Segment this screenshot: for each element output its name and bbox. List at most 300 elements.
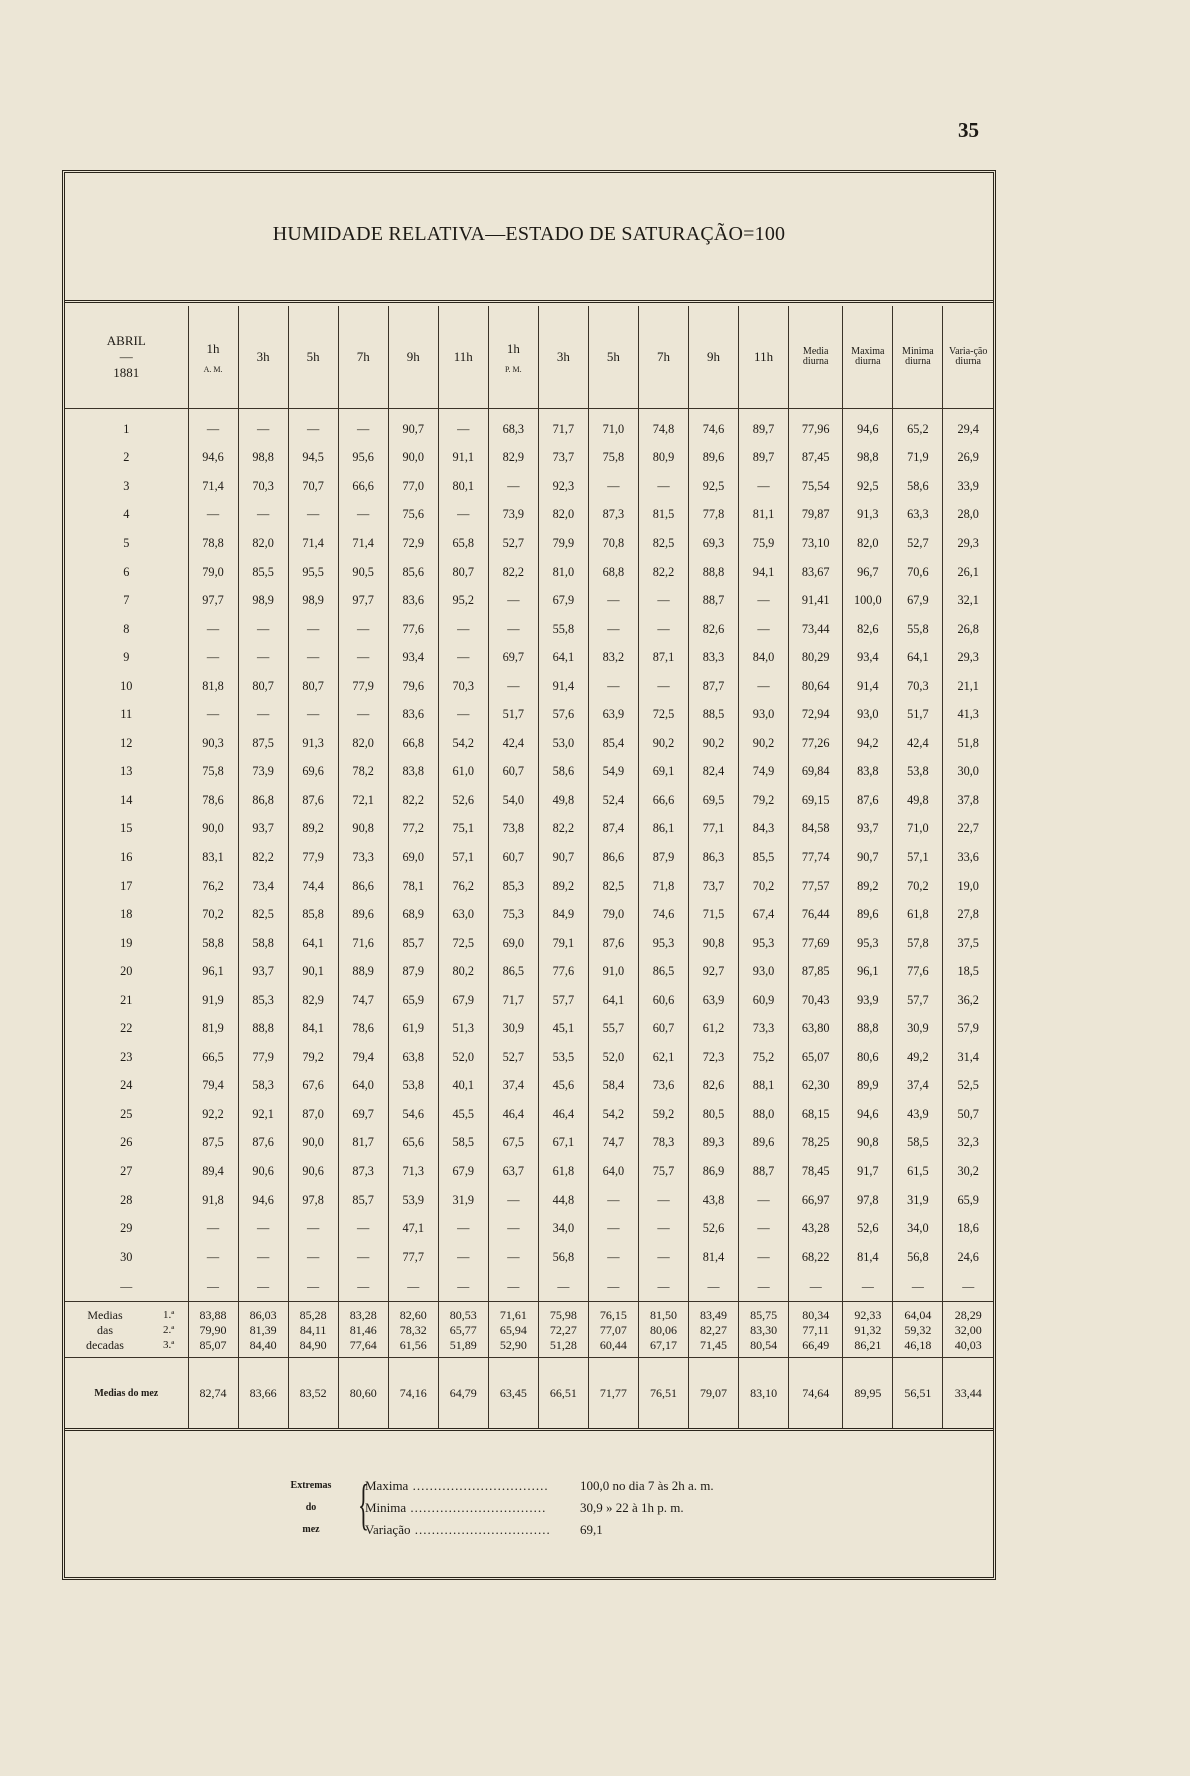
value-cell: 69,1 (638, 758, 688, 787)
value-cell: 84,1 (288, 1014, 338, 1043)
dash-row (65, 1271, 993, 1302)
decade-row (65, 1323, 993, 1338)
value-cell: 95,2 (438, 586, 488, 615)
value-cell: 60,6 (638, 986, 688, 1015)
value-cell: 53,5 (538, 1043, 588, 1072)
value-cell: 89,2 (843, 872, 893, 901)
value-cell: 79,9 (538, 529, 588, 558)
dash-cell: — (843, 1271, 893, 1302)
value-cell: 89,2 (288, 815, 338, 844)
value-cell: 88,5 (689, 700, 739, 729)
dash-cell: — (188, 1271, 238, 1302)
value-cell: 77,26 (789, 729, 843, 758)
hour-header: 11h (739, 306, 789, 409)
month-mean-cell: 83,52 (288, 1358, 338, 1430)
value-cell: — (588, 615, 638, 644)
value-cell: 90,0 (288, 1129, 338, 1158)
value-cell: 81,4 (843, 1243, 893, 1272)
value-cell: 88,8 (238, 1014, 288, 1043)
value-cell: 57,9 (943, 1014, 993, 1043)
value-cell: — (188, 409, 238, 444)
value-cell: 75,54 (789, 472, 843, 501)
value-cell: — (638, 1186, 688, 1215)
value-cell: 29,4 (943, 409, 993, 444)
value-cell: 43,28 (789, 1214, 843, 1243)
table-row (65, 672, 993, 701)
value-cell: 89,2 (538, 872, 588, 901)
value-cell: 83,6 (388, 700, 438, 729)
month-mean-cell: 66,51 (538, 1358, 588, 1430)
value-cell: 91,4 (538, 672, 588, 701)
value-cell: 68,8 (588, 558, 638, 587)
day-cell: 1 (123, 421, 130, 436)
value-cell: 60,7 (488, 758, 538, 787)
decade-value-cell: 52,90 (488, 1338, 538, 1358)
value-cell: — (488, 672, 538, 701)
value-cell: 82,6 (689, 1072, 739, 1101)
value-cell: — (739, 472, 789, 501)
hour-header: 1h P. M. (488, 306, 538, 409)
value-cell: 60,7 (638, 1014, 688, 1043)
decade-value-cell: 91,32 (843, 1323, 893, 1338)
value-cell: 58,8 (188, 929, 238, 958)
value-cell: — (638, 1243, 688, 1272)
value-cell: 30,9 (893, 1014, 943, 1043)
value-cell: 87,3 (338, 1157, 388, 1186)
value-cell: 57,6 (538, 700, 588, 729)
value-cell: — (338, 643, 388, 672)
decade-value-cell: 83,88 (188, 1302, 238, 1324)
value-cell: 54,0 (488, 786, 538, 815)
value-cell: 81,5 (638, 501, 688, 530)
table-row (65, 815, 993, 844)
decade-value-cell: 86,03 (238, 1302, 288, 1324)
value-cell: 67,9 (893, 586, 943, 615)
value-cell: 63,9 (689, 986, 739, 1015)
value-cell: 97,7 (188, 586, 238, 615)
value-cell: — (188, 1243, 238, 1272)
table-row (65, 843, 993, 872)
dash-cell: — (943, 1271, 993, 1302)
value-cell: — (338, 409, 388, 444)
decade-value-cell: 82,60 (388, 1302, 438, 1324)
value-cell: 93,0 (739, 957, 789, 986)
value-cell: — (488, 1243, 538, 1272)
value-cell: — (188, 501, 238, 530)
value-cell: 81,4 (689, 1243, 739, 1272)
decade-label: decadas 3.ª (65, 1338, 188, 1358)
value-cell: 49,8 (538, 786, 588, 815)
value-cell: 73,8 (488, 815, 538, 844)
decade-value-cell: 85,75 (739, 1302, 789, 1324)
value-cell: 82,0 (843, 529, 893, 558)
value-cell: 79,2 (739, 786, 789, 815)
value-cell: 30,9 (488, 1014, 538, 1043)
value-cell: 87,3 (588, 501, 638, 530)
value-cell: 89,6 (739, 1129, 789, 1158)
value-cell: 85,3 (488, 872, 538, 901)
value-cell: 61,8 (538, 1157, 588, 1186)
value-cell: 61,9 (388, 1014, 438, 1043)
value-cell: 89,7 (739, 444, 789, 473)
value-cell: 29,3 (943, 529, 993, 558)
decade-value-cell: 76,15 (588, 1302, 638, 1324)
value-cell: 63,8 (388, 1043, 438, 1072)
value-cell: 88,8 (843, 1014, 893, 1043)
value-cell: 87,0 (288, 1100, 338, 1129)
value-cell: 82,9 (488, 444, 538, 473)
value-cell: 73,9 (488, 501, 538, 530)
value-cell: 89,6 (338, 900, 388, 929)
value-cell: 91,3 (288, 729, 338, 758)
value-cell: 26,1 (943, 558, 993, 587)
value-cell: 74,7 (338, 986, 388, 1015)
value-cell: 88,1 (739, 1072, 789, 1101)
value-cell: 90,3 (188, 729, 238, 758)
value-cell: 65,2 (893, 409, 943, 444)
value-cell: 80,9 (638, 444, 688, 473)
value-cell: 91,1 (438, 444, 488, 473)
decade-value-cell: 85,28 (288, 1302, 338, 1324)
value-cell: 80,7 (438, 558, 488, 587)
hour-header: 7h (638, 306, 688, 409)
value-cell: 67,1 (538, 1129, 588, 1158)
value-cell: — (188, 1214, 238, 1243)
value-cell: — (438, 409, 488, 444)
value-cell: 84,58 (789, 815, 843, 844)
value-cell: 93,7 (238, 815, 288, 844)
day-rows (65, 409, 993, 1272)
table-row (65, 1043, 993, 1072)
day-cell: 15 (120, 821, 133, 836)
value-cell: — (238, 1243, 288, 1272)
table-row (65, 957, 993, 986)
value-cell: 62,1 (638, 1043, 688, 1072)
value-cell: 92,3 (538, 472, 588, 501)
value-cell: 87,9 (388, 957, 438, 986)
value-cell: 73,3 (739, 1014, 789, 1043)
value-cell: 82,4 (689, 758, 739, 787)
day-cell: 2 (123, 450, 130, 465)
hour-header: 5h (288, 306, 338, 409)
value-cell: 31,9 (893, 1186, 943, 1215)
value-cell: 83,8 (843, 758, 893, 787)
day-cell: 27 (120, 1163, 133, 1178)
value-cell: 63,0 (438, 900, 488, 929)
value-cell: 70,3 (238, 472, 288, 501)
value-cell: 69,7 (338, 1100, 388, 1129)
decade-value-cell: 84,11 (288, 1323, 338, 1338)
hour-header: 3h (238, 306, 288, 409)
value-cell: — (438, 700, 488, 729)
value-cell: 82,0 (338, 729, 388, 758)
value-cell: 86,6 (338, 872, 388, 901)
value-cell: — (638, 615, 688, 644)
value-cell: — (288, 409, 338, 444)
value-cell: 58,4 (588, 1072, 638, 1101)
value-cell: 33,6 (943, 843, 993, 872)
month-mean-cell: 82,74 (188, 1358, 238, 1430)
value-cell: 82,5 (238, 900, 288, 929)
table-row (65, 700, 993, 729)
value-cell: 85,7 (388, 929, 438, 958)
value-cell: 90,0 (188, 815, 238, 844)
value-cell: 70,6 (893, 558, 943, 587)
value-cell: 82,2 (388, 786, 438, 815)
value-cell: 55,7 (588, 1014, 638, 1043)
decade-value-cell: 77,64 (338, 1338, 388, 1358)
value-cell: 79,0 (188, 558, 238, 587)
table-row (65, 986, 993, 1015)
value-cell: 26,8 (943, 615, 993, 644)
value-cell: 65,07 (789, 1043, 843, 1072)
hour-header: 7h (338, 306, 388, 409)
value-cell: 58,6 (538, 758, 588, 787)
value-cell: 77,9 (338, 672, 388, 701)
value-cell: 82,0 (538, 501, 588, 530)
day-cell: 21 (120, 992, 133, 1007)
table-row (65, 472, 993, 501)
value-cell: 85,6 (388, 558, 438, 587)
value-cell: 78,8 (188, 529, 238, 558)
value-cell: 53,9 (388, 1186, 438, 1215)
value-cell: 55,8 (538, 615, 588, 644)
value-cell: 77,57 (789, 872, 843, 901)
value-cell: — (588, 672, 638, 701)
value-cell: — (288, 615, 338, 644)
value-cell: 19,0 (943, 872, 993, 901)
value-cell: 94,6 (238, 1186, 288, 1215)
value-cell: — (739, 586, 789, 615)
stat-header-media: Media diurna (789, 306, 843, 409)
value-cell: 91,7 (843, 1157, 893, 1186)
value-cell: 82,6 (843, 615, 893, 644)
value-cell: 95,6 (338, 444, 388, 473)
value-cell: 31,4 (943, 1043, 993, 1072)
value-cell: 80,5 (689, 1100, 739, 1129)
value-cell: 51,3 (438, 1014, 488, 1043)
value-cell: — (288, 1243, 338, 1272)
value-cell: 65,6 (388, 1129, 438, 1158)
value-cell: 97,8 (843, 1186, 893, 1215)
value-cell: 61,0 (438, 758, 488, 787)
value-cell: 86,8 (238, 786, 288, 815)
value-cell: 82,5 (588, 872, 638, 901)
value-cell: 90,8 (689, 929, 739, 958)
month-mean-cell: 76,51 (638, 1358, 688, 1430)
value-cell: — (238, 700, 288, 729)
decade-value-cell: 82,27 (689, 1323, 739, 1338)
day-cell: 26 (120, 1135, 133, 1150)
decade-value-cell: 64,04 (893, 1302, 943, 1324)
table-row (65, 1243, 993, 1272)
value-cell: 70,43 (789, 986, 843, 1015)
value-cell: 84,0 (739, 643, 789, 672)
day-cell: 17 (120, 878, 133, 893)
value-cell: 89,9 (843, 1072, 893, 1101)
value-cell: 93,7 (238, 957, 288, 986)
table-row (65, 643, 993, 672)
value-cell: 79,2 (288, 1043, 338, 1072)
table-row (65, 409, 993, 444)
table-row (65, 1100, 993, 1129)
value-cell: 97,8 (288, 1186, 338, 1215)
decade-value-cell: 77,11 (789, 1323, 843, 1338)
value-cell: 88,8 (689, 558, 739, 587)
value-cell: — (338, 700, 388, 729)
value-cell: 53,0 (538, 729, 588, 758)
value-cell: 61,2 (689, 1014, 739, 1043)
table-frame (62, 170, 996, 1580)
value-cell: 72,5 (638, 700, 688, 729)
value-cell: — (739, 1243, 789, 1272)
month-header: ABRIL — 1881 (65, 306, 188, 409)
value-cell: 90,2 (739, 729, 789, 758)
table-row (65, 929, 993, 958)
value-cell: 64,1 (538, 643, 588, 672)
value-cell: 90,8 (338, 815, 388, 844)
value-cell: 64,1 (288, 929, 338, 958)
value-cell: 78,45 (789, 1157, 843, 1186)
value-cell: 80,29 (789, 643, 843, 672)
value-cell: 54,2 (588, 1100, 638, 1129)
value-cell: 77,2 (388, 815, 438, 844)
value-cell: 74,6 (689, 409, 739, 444)
extreme-variacao: Variação ..... 69,1 (365, 1519, 575, 1541)
value-cell: 91,3 (843, 501, 893, 530)
value-cell: 74,4 (288, 872, 338, 901)
value-cell: 96,7 (843, 558, 893, 587)
value-cell: 73,6 (638, 1072, 688, 1101)
month-mean-cell: 56,51 (893, 1358, 943, 1430)
value-cell: 67,4 (739, 900, 789, 929)
value-cell: 52,7 (893, 529, 943, 558)
value-cell: 80,1 (438, 472, 488, 501)
value-cell: 98,8 (843, 444, 893, 473)
table-row (65, 872, 993, 901)
value-cell: — (188, 643, 238, 672)
value-cell: 73,3 (338, 843, 388, 872)
month-means-label: Medias do mez (65, 1358, 188, 1430)
value-cell: 57,8 (893, 929, 943, 958)
value-cell: 75,1 (438, 815, 488, 844)
value-cell: 83,2 (588, 643, 638, 672)
value-cell: — (288, 643, 338, 672)
hour-header: 9h (689, 306, 739, 409)
table-row (65, 558, 993, 587)
value-cell: 37,5 (943, 929, 993, 958)
value-cell: 60,7 (488, 843, 538, 872)
value-cell: 69,0 (488, 929, 538, 958)
value-cell: 87,7 (689, 672, 739, 701)
decade-value-cell: 83,49 (689, 1302, 739, 1324)
value-cell: — (638, 1214, 688, 1243)
value-cell: 85,5 (739, 843, 789, 872)
day-cell: 24 (120, 1078, 133, 1093)
month-mean-cell: 74,16 (388, 1358, 438, 1430)
decade-value-cell: 79,90 (188, 1323, 238, 1338)
value-cell: 58,5 (438, 1129, 488, 1158)
value-cell: 60,9 (739, 986, 789, 1015)
value-cell: 56,8 (538, 1243, 588, 1272)
value-cell: 66,8 (388, 729, 438, 758)
value-cell: 77,6 (538, 957, 588, 986)
value-cell: 81,1 (739, 501, 789, 530)
value-cell: 90,2 (689, 729, 739, 758)
value-cell: 70,2 (893, 872, 943, 901)
decade-value-cell: 72,27 (538, 1323, 588, 1338)
value-cell: 78,2 (338, 758, 388, 787)
value-cell: 63,3 (893, 501, 943, 530)
value-cell: 90,7 (388, 409, 438, 444)
value-cell: 36,2 (943, 986, 993, 1015)
month-mean-cell: 80,60 (338, 1358, 388, 1430)
table-row (65, 900, 993, 929)
month-mean-cell: 63,45 (488, 1358, 538, 1430)
value-cell: 73,10 (789, 529, 843, 558)
value-cell: 37,8 (943, 786, 993, 815)
value-cell: 66,97 (789, 1186, 843, 1215)
value-cell: 71,7 (488, 986, 538, 1015)
value-cell: 87,9 (638, 843, 688, 872)
dash-cell: — (488, 1271, 538, 1302)
decade-value-cell: 71,61 (488, 1302, 538, 1324)
value-cell: 22,7 (943, 815, 993, 844)
value-cell: 91,8 (188, 1186, 238, 1215)
dash-cell: — (388, 1271, 438, 1302)
value-cell: — (588, 472, 638, 501)
value-cell: — (588, 1243, 638, 1272)
day-cell: 19 (120, 935, 133, 950)
value-cell: — (338, 501, 388, 530)
hour-header: 1h A. M. (188, 306, 238, 409)
value-cell: 46,4 (538, 1100, 588, 1129)
decade-value-cell: 59,32 (893, 1323, 943, 1338)
value-cell: — (238, 501, 288, 530)
value-cell: 91,41 (789, 586, 843, 615)
decade-value-cell: 81,46 (338, 1323, 388, 1338)
value-cell: 87,6 (238, 1129, 288, 1158)
value-cell: 83,6 (388, 586, 438, 615)
value-cell: 73,7 (689, 872, 739, 901)
value-cell: 80,64 (789, 672, 843, 701)
value-cell: 63,9 (588, 700, 638, 729)
value-cell: 66,6 (338, 472, 388, 501)
value-cell: 77,7 (388, 1243, 438, 1272)
value-cell: 67,9 (438, 1157, 488, 1186)
value-cell: 57,7 (893, 986, 943, 1015)
table-row (65, 1129, 993, 1158)
hour-header: 9h (388, 306, 438, 409)
value-cell: 75,6 (388, 501, 438, 530)
value-cell: 73,7 (538, 444, 588, 473)
value-cell: 86,9 (689, 1157, 739, 1186)
day-cell: 13 (120, 764, 133, 779)
value-cell: 74,9 (739, 758, 789, 787)
brace-icon: { (358, 1474, 369, 1536)
value-cell: 84,3 (739, 815, 789, 844)
decade-value-cell: 75,98 (538, 1302, 588, 1324)
value-cell: 89,3 (689, 1129, 739, 1158)
month-mean-cell: 83,66 (238, 1358, 288, 1430)
day-cell: 12 (120, 735, 133, 750)
value-cell: — (338, 1243, 388, 1272)
month-mean-cell: 83,10 (739, 1358, 789, 1430)
decade-row (65, 1338, 993, 1358)
day-cell: 3 (123, 478, 130, 493)
value-cell: 98,8 (238, 444, 288, 473)
value-cell: 45,6 (538, 1072, 588, 1101)
